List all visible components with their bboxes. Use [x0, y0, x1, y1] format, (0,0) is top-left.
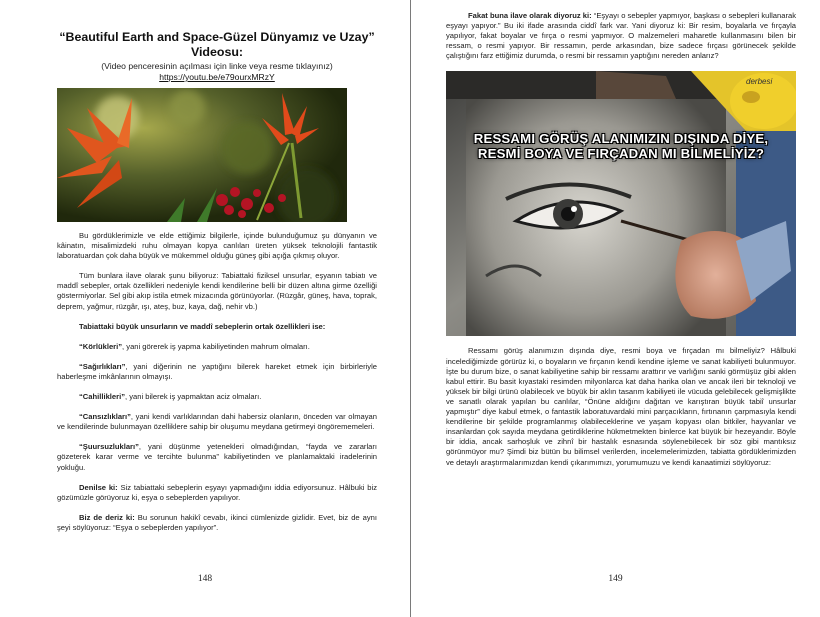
caption-line: RESMİ BOYA VE FIRÇADAN MI BİLMELİYİZ? [477, 146, 765, 162]
fakat-label: Fakat buna ilave olarak diyoruz ki: [468, 11, 592, 20]
right-page [411, 0, 820, 617]
list-item [57, 362, 377, 382]
denilse-label: Denilse ki: [79, 482, 118, 492]
item-term: “Sağırlıkları” [79, 361, 126, 371]
denilse-text: Siz tabiattaki sebeplerin eşyayı yapmadığını iddia ediyorsunuz. Hâlbuki biz gözümüzle görüyoruz ki, eşya o sebeplerden yapılıyor. [57, 482, 377, 502]
page-number: 148 [197, 574, 213, 584]
item-term: “Şuursuzlukları” [79, 442, 139, 452]
flowers-photo-icon [57, 88, 347, 222]
item-text: , yani bilerek iş yapmaktan aciz olmaları. [125, 392, 262, 402]
paragraph: Bu gördüklerimizle ve elde ettiğimiz bilgilerle, içinde bulunduğumuz şu dünyanın ve kâinatın, misalimizdeki ruhu olmayan kopya canlıları üreten yüksek teknolojili fantastik laboratuardan çok daha büyük ve mükemmel olduğu güneş gibi açığa çıkmış oluyor. [57, 231, 377, 261]
video-subtitle: (Video penceresinin açılması için linke veya resme tıklayınız) [101, 61, 333, 71]
biz-text: Bu sorunun hakikî cevabı, ikinci cümlenizde gizlidir. Evet, biz de aynı şeyi söylüyoruz: “Eşya o sebeplerden yapılıyor”. [57, 512, 377, 532]
list-item [57, 412, 377, 432]
photo-caption [446, 131, 796, 161]
paragraph [57, 483, 377, 503]
video-title: “Beautiful Earth and Space-Güzel Dünyamız ve Uzay” Videosu: [59, 30, 375, 59]
palette-text: derbesi [746, 77, 773, 87]
painter-eye-photo-icon [446, 71, 796, 336]
painter-eye-photo [446, 71, 796, 336]
list-item [57, 442, 377, 472]
item-term: “Cansızlıkları” [79, 412, 131, 422]
item-text: , yani görerek iş yapma kabiliyetinden mahrum olmaları. [122, 341, 310, 351]
paragraph [446, 11, 796, 61]
fakat-text: “Eşyayı o sebepler yapmıyor, başkası o sebepleri kullanarak eşyayı yapıyor.” Bu iki ifade arasında ciddî fark var. Yani diyoruz ki: Bir resim, boyalarla ve fırçayla yapılıyor, fakat boyalar ve fırça o resmi yapmıyor. O malzemeleri maharetle kullanmasını bilen bir ressam, o resmi yapıyor. Bir ressamın, perde arkasından, bize sadece fırçası görünecek şekilde çalıştığını farz ettiğimiz durumda, o resmi bir ressamın yaptığını nereden anlarız? [446, 11, 796, 61]
video-link[interactable]: https://youtu.be/e79ourxMRzY [159, 72, 275, 82]
list-item [57, 392, 377, 402]
section-heading: Tabiattaki büyük unsurların ve maddî sebeplerin ortak özellikleri ise: [79, 321, 326, 331]
paragraph: Ressamı görüş alanımızın dışında diye, resmi boya ve fırçadan mı bilmeliyiz? Hâlbuki incelediğimizde görürüz ki, o boyaların ve fırçanın kendi kendine işleme ve sanat kabiliyeti bulunmuyor. İşte bu durum bize, o sanat kabiliyetine sahip bir ressamı arattırır ve varlığını sanki görmüşüz gibi aklen kabul ettirir. Bu basit kıyastaki resimden milyonlarca kat daha harika olan ve ancak ileri bir teknoloji ve yüksek bir bilgi ürünü olabilecek ve büyük bir aklın tasarım kabiliyeti ile vücuda gelebilecek gelişmişlikte ve sanatlı olarak yapılan bu canlılar, “Önüne aldığını dağıtan ve karıştıran büyük tabiî unsurlar yapmıştır” diye kabul etmek, o fantastik laboratuvardaki mini parçacıkların, fırtınanın çarpmasıyla kendi kendilerine bir şekilde programlanmış olabileceklerine ve yaşam kopyası olan bitkiler, hayvanlar ve insanlardan çok sayıda meydana getirdiklerine hükmetmekten binlerce kat büyük bir hezeyandır. Böyle bir iddia, ancak sarhoşluk ve zihnî bir hastalık esnasında söylenebilecek bir söz gibi mantıksız görünmüyor mu? Şimdi biz bütün bu bilimsel verilerden, incelemelerimizden, tabiatta gördüklerimizden ve detaylı araştırmalarımızdan kendi çıkarımımızı, yorumumuzu ve kendi kanaatimizi söylüyoruz: [446, 346, 796, 467]
page-number: 149 [608, 574, 623, 584]
caption-line: RESSAMI GÖRÜŞ ALANIMIZIN DIŞINDA DİYE, [473, 131, 769, 147]
list-item [57, 342, 377, 352]
item-text: , yani kendi varlıklarından dahi habersiz olanların, önceden var olmayan ve kendilerinde bulunmayan özelliklere sahip bir oluşumu meydana getirmeyi öngörememeleri. [57, 412, 377, 432]
paragraph [57, 513, 377, 533]
item-text: , yani diğerinin ne yaptığını bilerek hareket etmek için birbirleriyle haberleşme imkânlarının olmayışı. [57, 361, 377, 381]
paragraph: Tüm bunlara ilave olarak şunu biliyoruz: Tabiattaki fiziksel unsurlar, eşyanın tabiatı ve maddî sebepler, ortak özellikleri nedeniyle kendi kendilerine belli bir düzen altına girme özelliği göstermiyorlar. Sel gibi akıp istila etmek mizacında görünüyorlar. (Rüzgâr, güneş, hava, toprak, deprem, yağmur, rüzgâr, ışı, ateş, buz, kaya, dağ, nehir vb.) [57, 271, 377, 311]
biz-label: Biz de deriz ki: [79, 512, 135, 522]
flowers-photo[interactable] [57, 88, 347, 222]
item-text: , yani düşünme yetenekleri olmadığından, “fayda ve zararları gözeterek karar verme ve tercihte bulunma” kabiliyetinden ve planlamaktaki iradelerinin yokluğu. [57, 442, 377, 472]
item-term: “Körlükleri” [79, 341, 123, 351]
item-term: “Cahillikleri” [79, 392, 126, 402]
